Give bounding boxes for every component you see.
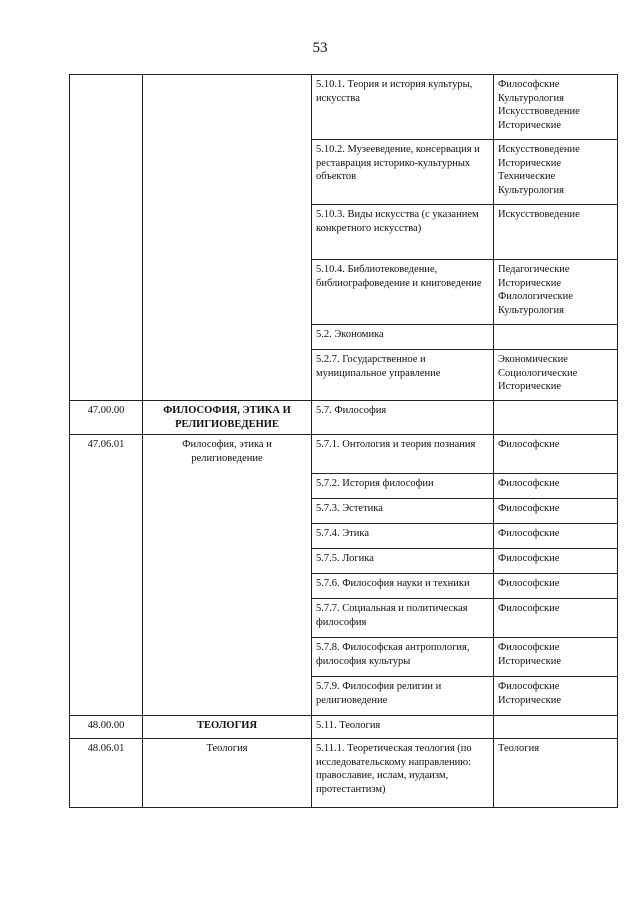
science-item: Культурология bbox=[498, 184, 564, 196]
specialty-cell: 5.7.7. Социальная и политическая философия bbox=[312, 599, 494, 638]
specialties-table bbox=[69, 74, 618, 808]
direction-name: Философия, этика и религиоведение bbox=[143, 435, 312, 716]
group-row bbox=[70, 401, 618, 435]
specialty-cell: 5.10.1. Теория и история культуры, искусства bbox=[312, 75, 494, 140]
science-cell bbox=[494, 638, 618, 677]
science-item: Философские bbox=[498, 528, 560, 539]
science-item: Философские bbox=[498, 642, 560, 653]
science-cell bbox=[494, 474, 618, 499]
table-row bbox=[70, 435, 618, 474]
group-name: ФИЛОСОФИЯ, ЭТИКА И РЕЛИГИОВЕДЕНИЕ bbox=[143, 401, 312, 435]
science-item: Исторические bbox=[498, 277, 562, 289]
table-row bbox=[70, 75, 618, 140]
science-cell bbox=[494, 499, 618, 524]
science-item: Технические bbox=[498, 171, 556, 182]
specialty-cell: 5.10.4. Библиотековедение, библиографоведение и книговедение bbox=[312, 260, 494, 325]
science-item: Экономические bbox=[498, 354, 568, 365]
science-item: Философские bbox=[498, 553, 560, 564]
science-cell bbox=[494, 260, 618, 325]
science-item: Философские bbox=[498, 578, 560, 589]
science-item: Исторические bbox=[498, 119, 562, 131]
science-item: Исторические bbox=[498, 381, 562, 392]
science-item: Исторические bbox=[498, 655, 562, 667]
science-item: Искусствоведение bbox=[498, 144, 580, 155]
specialty-cell: 5.11. Теология bbox=[312, 716, 494, 739]
code-cell-empty bbox=[70, 75, 143, 401]
specialty-cell: 5.7.1. Онтология и теория познания bbox=[312, 435, 494, 474]
science-item: Искусствоведение bbox=[498, 106, 580, 117]
specialty-cell: 5.2. Экономика bbox=[312, 325, 494, 350]
science-item: Философские bbox=[498, 79, 560, 90]
science-cell bbox=[494, 574, 618, 599]
specialty-cell: 5.7.8. Философская антропология, философия культуры bbox=[312, 638, 494, 677]
science-item: Исторические bbox=[498, 157, 562, 169]
science-cell bbox=[494, 350, 618, 401]
direction-code: 47.06.01 bbox=[70, 435, 143, 716]
science-item: Культурология bbox=[498, 92, 564, 104]
specialty-cell: 5.11.1. Теоретическая теология (по исследовательскому направлению: православие, ислам, иудаизм, протестантизм) bbox=[312, 739, 494, 808]
specialty-cell: 5.7. Философия bbox=[312, 401, 494, 435]
science-item: Философские bbox=[498, 603, 560, 614]
science-cell bbox=[494, 599, 618, 638]
science-cell: Теология bbox=[494, 739, 618, 808]
group-code: 47.00.00 bbox=[70, 401, 143, 435]
table-row bbox=[70, 739, 618, 808]
specialty-cell: 5.7.4. Этика bbox=[312, 524, 494, 549]
science-cell bbox=[494, 325, 618, 350]
science-item: Исторические bbox=[498, 694, 562, 706]
specialty-cell: 5.2.7. Государственное и муниципальное управление bbox=[312, 350, 494, 401]
specialty-cell: 5.7.2. История философии bbox=[312, 474, 494, 499]
science-cell bbox=[494, 401, 618, 435]
specialty-cell: 5.7.9. Философия религии и религиоведение bbox=[312, 677, 494, 716]
science-item: Педагогические bbox=[498, 264, 570, 275]
science-cell bbox=[494, 549, 618, 574]
science-item: Культурология bbox=[498, 304, 564, 316]
science-cell bbox=[494, 435, 618, 474]
group-row bbox=[70, 716, 618, 739]
specialty-cell: 5.7.5. Логика bbox=[312, 549, 494, 574]
science-cell bbox=[494, 140, 618, 205]
science-cell bbox=[494, 677, 618, 716]
specialty-cell: 5.10.3. Виды искусства (с указанием конкретного искусства) bbox=[312, 205, 494, 260]
page-number: 53 bbox=[312, 40, 328, 56]
specialty-cell: 5.10.2. Музееведение, консервация и реставрация историко-культурных объектов bbox=[312, 140, 494, 205]
science-item: Философские bbox=[498, 439, 560, 450]
science-cell bbox=[494, 716, 618, 739]
science-item: Искусствоведение bbox=[498, 209, 580, 220]
science-item: Философские bbox=[498, 478, 560, 489]
science-item: Социологические bbox=[498, 367, 578, 379]
direction-code: 48.06.01 bbox=[70, 739, 143, 808]
specialty-cell: 5.7.3. Эстетика bbox=[312, 499, 494, 524]
direction-name: Теология bbox=[143, 739, 312, 808]
group-code: 48.00.00 bbox=[70, 716, 143, 739]
science-cell bbox=[494, 524, 618, 549]
specialty-cell: 5.7.6. Философия науки и техники bbox=[312, 574, 494, 599]
science-cell bbox=[494, 205, 618, 260]
science-item: Филологические bbox=[498, 291, 573, 302]
name-cell-empty bbox=[143, 75, 312, 401]
science-item: Философские bbox=[498, 681, 560, 692]
group-name: ТЕОЛОГИЯ bbox=[143, 716, 312, 739]
science-item: Философские bbox=[498, 503, 560, 514]
science-cell bbox=[494, 75, 618, 140]
